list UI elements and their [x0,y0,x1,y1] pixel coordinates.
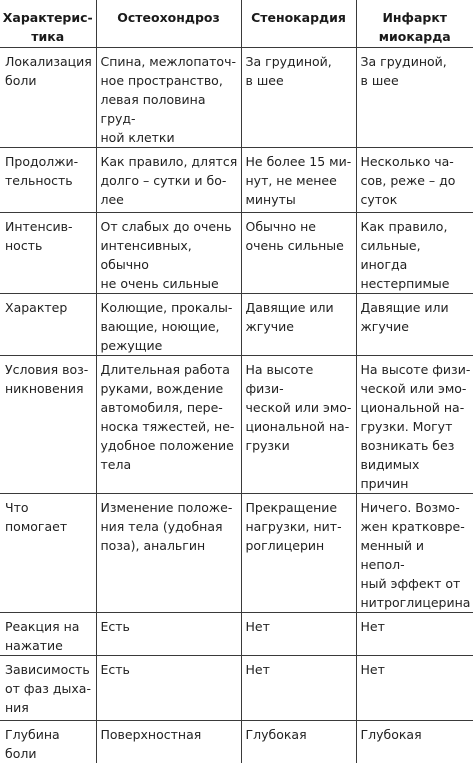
table-cell: Прекращение нагрузки, нит- роглицерин [241,493,356,612]
table-cell: Поверхностная [96,720,241,763]
table-cell: Давящие или жгучие [241,293,356,355]
table-cell: Нет [241,655,356,720]
table-cell: Колющие, прокалы- вающие, ноющие, режущие [96,293,241,355]
table-row [0,655,473,720]
table-cell: Есть [96,612,241,655]
table-cell: Давящие или жгучие [356,293,473,355]
table-cell: Глубокая [356,720,473,763]
header-angina: Стенокардия [241,0,356,47]
table-cell: Нет [356,612,473,655]
table-row [0,293,473,355]
row-label: Характер [0,293,96,355]
row-label: Реакция на нажатие [0,612,96,655]
table-cell: Нет [356,655,473,720]
header-osteochondrosis: Остеохондроз [96,0,241,47]
table-cell: Как правило, сильные, иногда нестерпимые [356,212,473,293]
row-label: Интенсив- ность [0,212,96,293]
header-infarction: Инфаркт миокарда [356,0,473,47]
row-label: Условия воз- никновения [0,355,96,493]
table-cell: Есть [96,655,241,720]
row-label: Что помогает [0,493,96,612]
table-cell: Ничего. Возмо- жен кратковре- менный и непол- ный эффект от нитроглицерина [356,493,473,612]
table-row [0,493,473,612]
table-cell: Изменение положе- ния тела (удобная поза), анальгин [96,493,241,612]
table-row [0,212,473,293]
table-cell: Как правило, длятся долго – сутки и бо- лее [96,147,241,212]
table-cell: От слабых до очень интенсивных, обычно не очень сильные [96,212,241,293]
header-characteristic: Характерис- тика [0,0,96,47]
row-label: Глубина боли [0,720,96,763]
table-row [0,355,473,493]
table-cell: За грудиной, в шее [241,47,356,147]
table-cell: Глубокая [241,720,356,763]
table-cell: Не более 15 ми- нут, не менее минуты [241,147,356,212]
table-cell: За грудиной, в шее [356,47,473,147]
table-row [0,612,473,655]
table-row [0,47,473,147]
table-cell: Спина, межлопаточ- ное пространство, левая половина груд- ной клетки [96,47,241,147]
table-cell: Длительная работа руками, вождение автомобиля, пере- носка тяжестей, не- удобное положение тела [96,355,241,493]
table-cell: На высоте физи- ческой или эмо- циональной на- грузки [241,355,356,493]
row-label: Зависимость от фаз дыха- ния [0,655,96,720]
table-cell: На высоте физи- ческой или эмо- циональной на- грузки. Могут возникать без видимых причин [356,355,473,493]
row-label: Продолжи- тельность [0,147,96,212]
table-row [0,720,473,763]
table-row [0,147,473,212]
table-cell: Несколько ча- сов, реже – до суток [356,147,473,212]
row-label: Локализация боли [0,47,96,147]
table-cell: Обычно не очень сильные [241,212,356,293]
table-cell: Нет [241,612,356,655]
header-row [0,0,473,47]
